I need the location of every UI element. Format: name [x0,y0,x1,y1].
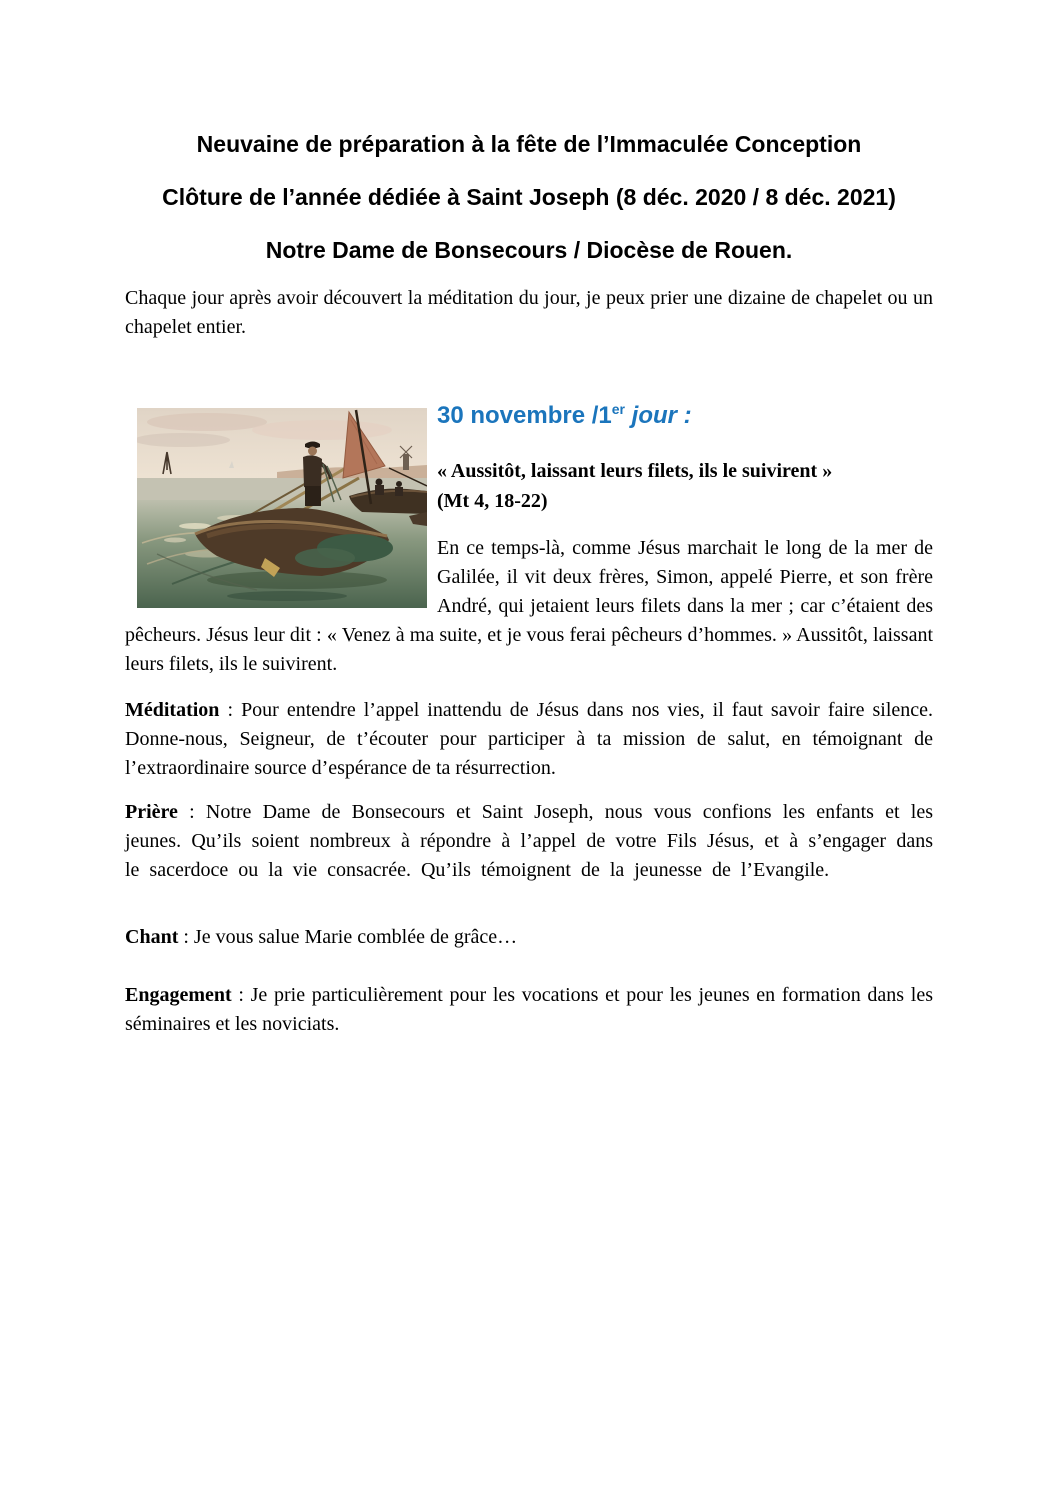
fishermen-painting-svg [137,408,427,608]
day-heading-jour: jour : [624,402,692,429]
day-section [125,401,933,679]
meditation-separator: : [219,699,242,721]
chant-separator: : [178,926,194,948]
day-heading-ordinal-sup: er [611,401,625,417]
document-header [125,131,933,263]
chant-label: Chant [125,926,179,948]
engagement-separator: : [231,984,251,1006]
title-line-2: Clôture de l’année dédiée à Saint Joseph (8 déc. 2020 / 8 déc. 2021) [162,184,896,210]
priere-label: Prière [125,801,178,823]
chant-paragraph [125,923,933,952]
meditation-text: Pour entendre l’appel inattendu de Jésus dans nos vies, il faut savoir faire silence. Donne-nous, Seigneur, de t’écouter pour participer à ta mission de salut, en témoignant de l’extraordinaire source d’espérance de ta résurrection. [125,699,934,779]
priere-separator: : [177,801,206,823]
gospel-quote-reference: (Mt 4, 18-22) [437,490,548,512]
chant-text: Je vous salue Marie comblée de grâce… [193,926,518,948]
day-heading-date: 30 novembre /1 [437,402,612,429]
engagement-text: Je prie particulièrement pour les vocations et pour les jeunes en formation dans les séminaires et les noviciats. [125,984,933,1035]
priere-text: Notre Dame de Bonsecours et Saint Joseph, nous vous confions les enfants et les jeunes. Qu’ils soient nombreux à répondre à l’appel de votre Fils Jésus, et à s’engager dans le sacerdoce ou la vie consacrée. Qu’ils témoignent de la jeunesse de l’Evangile. [125,801,933,881]
priere-paragraph [125,798,933,885]
title-line-1: Neuvaine de préparation à la fête de l’Immaculée Conception [196,131,862,157]
engagement-label: Engagement [125,984,232,1006]
meditation-label: Méditation [125,699,220,721]
engagement-paragraph [125,981,933,1039]
gospel-passage: En ce temps-là, comme Jésus marchait le long de la mer de Galilée, il vit deux frères, Simon, appelé Pierre, et son frère André, qui jetaient leurs filets dans la mer ; car c’étaient des pêcheurs. Jésus leur dit : « Venez à ma suite, et je vous ferai pêcheurs d’hommes. » Aussitôt, laissant leurs filets, ils le suivirent. [125,537,933,675]
title-line-3: Notre Dame de Bonsecours / Diocèse de Rouen. [265,237,793,263]
meditation-paragraph [125,696,933,783]
intro-paragraph: Chaque jour après avoir découvert la méditation du jour, je peux prier une dizaine de chapelet ou un chapelet entier. [125,287,933,338]
fishermen-painting-image [137,408,427,608]
gospel-quote-text: « Aussitôt, laissant leurs filets, ils le suivirent » [437,460,833,482]
